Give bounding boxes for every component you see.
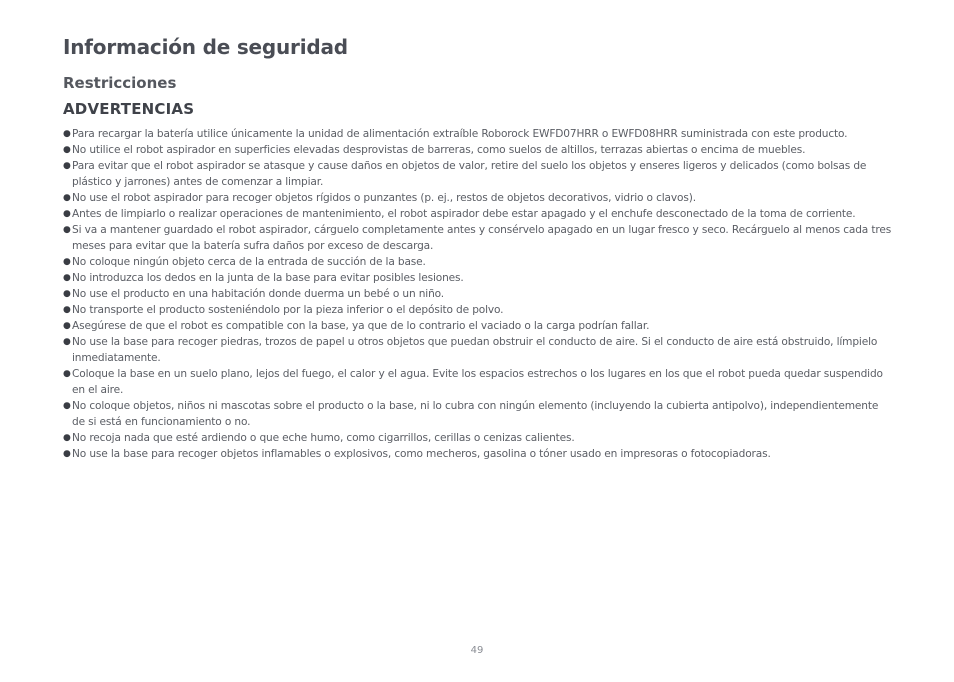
list-item-text: No use el producto en una habitación donde duerma un bebé o un niño. [72, 288, 445, 300]
list-item-text: Para evitar que el robot aspirador se atasque y cause daños en objetos de valor, retire del suelo los objetos y enseres ligeros y delicados (como bolsas de plástico y jarrones) antes de comenzar a limpiar. [72, 160, 867, 188]
section-heading: Restricciones [63, 74, 177, 92]
bullet-icon: ● [63, 401, 71, 411]
list-item [63, 270, 893, 286]
warnings-list [63, 126, 893, 462]
list-item [63, 334, 893, 366]
page-number: 49 [470, 645, 484, 656]
bullet-icon: ● [63, 225, 71, 235]
list-item-text: Antes de limpiarlo o realizar operaciones de mantenimiento, el robot aspirador debe estar apagado y el enchufe desconectado de la toma de corriente. [72, 208, 856, 220]
list-item [63, 142, 893, 158]
bullet-icon: ● [63, 433, 71, 443]
list-item [63, 318, 893, 334]
bullet-icon: ● [63, 145, 71, 155]
bullet-icon: ● [63, 193, 71, 203]
list-item [63, 126, 893, 142]
list-item-text: No use el robot aspirador para recoger objetos rígidos o punzantes (p. ej., restos de objetos decorativos, vidrio o clavos). [72, 192, 696, 204]
list-item-text: Coloque la base en un suelo plano, lejos del fuego, el calor y el agua. Evite los espacios estrechos o los lugares en los que el robot pueda quedar suspendido en el aire. [72, 368, 883, 396]
list-item-text: No introduzca los dedos en la junta de la base para evitar posibles lesiones. [72, 272, 464, 284]
bullet-icon: ● [63, 129, 71, 139]
list-item-text: No coloque objetos, niños ni mascotas sobre el producto o la base, ni lo cubra con ningún elemento (incluyendo la cubierta antipolvo), independientemente de si está en funcionamiento o no. [72, 400, 879, 428]
bullet-icon: ● [63, 289, 71, 299]
list-item [63, 190, 893, 206]
bullet-icon: ● [63, 369, 71, 379]
list-item [63, 302, 893, 318]
list-item [63, 206, 893, 222]
list-item-text: No transporte el producto sosteniéndolo por la pieza inferior o el depósito de polvo. [72, 304, 504, 316]
bullet-icon: ● [63, 161, 71, 171]
warnings-heading: ADVERTENCIAS [63, 100, 195, 118]
list-item [63, 398, 893, 430]
bullet-icon: ● [63, 321, 71, 331]
list-item-text: Si va a mantener guardado el robot aspirador, cárguelo completamente antes y consérvelo apagado en un lugar fresco y seco. Recárguelo al menos cada tres meses para evitar que la batería sufra daños por exceso de descarga. [72, 224, 892, 252]
bullet-icon: ● [63, 305, 71, 315]
list-item [63, 254, 893, 270]
list-item [63, 158, 893, 190]
bullet-icon: ● [63, 209, 71, 219]
list-item-text: No use la base para recoger piedras, trozos de papel u otros objetos que puedan obstruir el conducto de aire. Si el conducto de aire está obstruido, límpielo inmediatamente. [72, 336, 878, 364]
list-item-text: No recoja nada que esté ardiendo o que eche humo, como cigarrillos, cerillas o cenizas calientes. [72, 432, 575, 444]
list-item-text: No coloque ningún objeto cerca de la entrada de succión de la base. [72, 256, 426, 268]
list-item-text: Asegúrese de que el robot es compatible con la base, ya que de lo contrario el vaciado o la carga podrían fallar. [72, 320, 650, 332]
page-title: Información de seguridad [63, 35, 348, 59]
list-item [63, 286, 893, 302]
bullet-icon: ● [63, 257, 71, 267]
document-page [63, 32, 893, 462]
bullet-icon: ● [63, 449, 71, 459]
list-item [63, 222, 893, 254]
list-item [63, 430, 893, 446]
list-item-text: No use la base para recoger objetos inflamables o explosivos, como mecheros, gasolina o tóner usado en impresoras o fotocopiadoras. [72, 448, 771, 460]
list-item [63, 366, 893, 398]
list-item-text: Para recargar la batería utilice únicamente la unidad de alimentación extraíble Roborock EWFD07HRR o EWFD08HRR suministrada con este producto. [72, 128, 848, 140]
list-item-text: No utilice el robot aspirador en superficies elevadas desprovistas de barreras, como suelos de altillos, terrazas abiertas o encima de muebles. [72, 144, 806, 156]
bullet-icon: ● [63, 273, 71, 283]
bullet-icon: ● [63, 337, 71, 347]
list-item [63, 446, 893, 462]
